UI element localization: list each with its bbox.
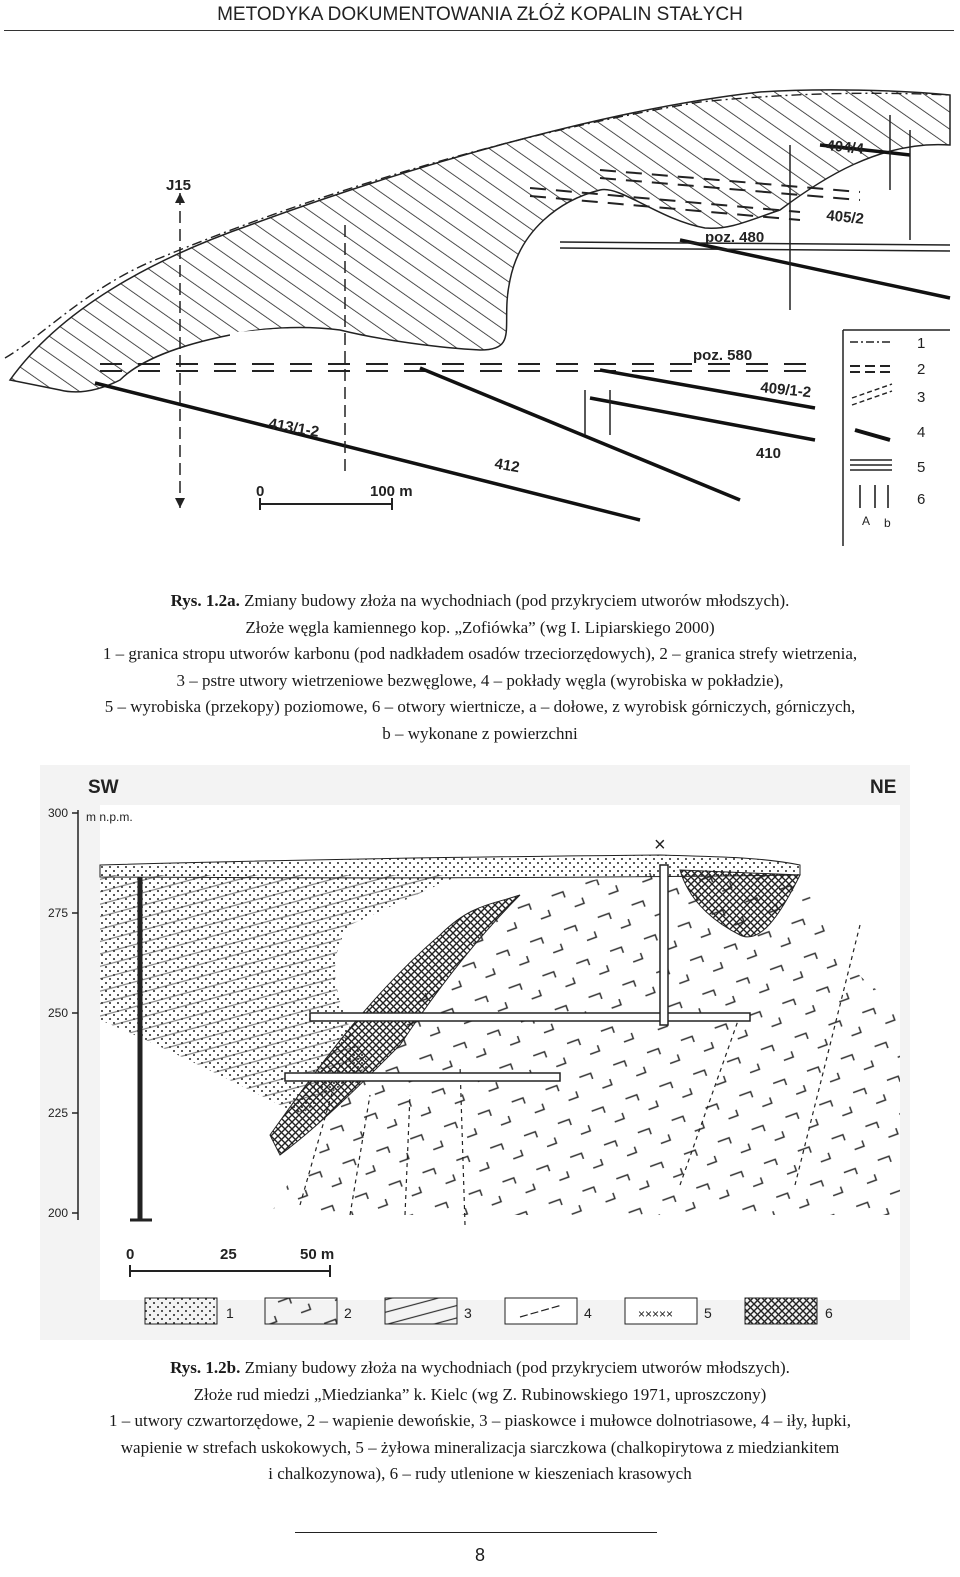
legend-a-sub-b: b: [884, 516, 891, 530]
scale-a-100: 100 m: [370, 483, 413, 500]
legend-b-3: 3: [464, 1305, 472, 1321]
svg-text:×: ×: [654, 834, 666, 856]
label-j15: J15: [166, 177, 192, 194]
legend-a-6: 6: [917, 491, 926, 508]
tick-250: 250: [48, 1006, 69, 1020]
gallery-upper: [310, 1013, 750, 1021]
caption-a-line6: b – wykonane z powierzchni: [382, 723, 578, 743]
legend-a-sub-a: A: [862, 514, 871, 528]
tick-275: 275: [48, 906, 69, 920]
caption-b-line1: [0, 1355, 960, 1382]
caption-b-lead: Rys. 1.2b.: [170, 1358, 241, 1377]
legend-b-5: 5: [704, 1305, 712, 1321]
label-412: 412: [493, 455, 521, 477]
unit-label: m n.p.m.: [86, 810, 133, 824]
legend-a-4: 4: [917, 424, 926, 441]
legend-a-2: 2: [917, 361, 926, 378]
label-poz480: poz. 480: [705, 229, 765, 246]
tick-200: 200: [48, 1206, 69, 1220]
caption-b-line2: Złoże rud miedzi „Miedzianka” k. Kielc (wg Z. Rubinowskiego 1971, uproszczony): [193, 1384, 767, 1404]
caption-a-line3: 1 – granica stropu utworów karbonu (pod nadkładem osadów trzeciorzędowych), 2 – granica strefy wietrzenia,: [102, 644, 858, 663]
label-404: 404/4: [825, 137, 865, 158]
tick-300: 300: [48, 806, 69, 820]
caption-b: [0, 1355, 960, 1488]
caption-b-line5: i chalkozynowa), 6 – rudy utlenione w kieszeniach krasowych: [268, 1464, 692, 1483]
legend-b-4: 4: [584, 1305, 592, 1321]
label-410: 410: [756, 445, 782, 462]
legend-a-1: 1: [917, 335, 926, 352]
scale-b-50: 50 m: [300, 1246, 335, 1263]
figure-a-coal-deposit-section: [0, 80, 960, 550]
label-ne: NE: [870, 777, 897, 798]
footer-rule: [295, 1532, 657, 1533]
caption-a-line5: 5 – wyrobiska (przekopy) poziomowe, 6 – otwory wiertnicze, a – dołowe, z wyrobisk górniczych, górniczych,: [104, 697, 856, 716]
caption-a-line1: [0, 588, 960, 615]
legend-b-6: 6: [825, 1305, 833, 1321]
caption-b-line4: wapienie w strefach uskokowych, 5 – żyłowa mineralizacja siarczkowa (chalkopirytowa z miedziankitem: [120, 1437, 840, 1457]
header-rule: [4, 30, 954, 31]
label-405: 405/2: [825, 207, 865, 228]
scale-a-zero: 0: [256, 483, 265, 500]
legend-b-2: 2: [344, 1305, 352, 1321]
svg-text:×××××: ×××××: [638, 1307, 674, 1321]
scale-b-25: 25: [220, 1246, 237, 1263]
figure-b-copper-deposit-section: [40, 765, 910, 1340]
caption-a-lead: Rys. 1.2a.: [170, 591, 240, 610]
shaft-right: [660, 865, 668, 1025]
label-413: 413/1-2: [267, 415, 321, 441]
caption-b-line1-text: Zmiany budowy złoża na wychodniach (pod przykryciem utworów młodszych).: [240, 1358, 790, 1377]
caption-b-line3: 1 – utwory czwartorzędowe, 2 – wapienie dewońskie, 3 – piaskowce i mułowce dolnotriasowe, 4 – iły, łupki,: [109, 1411, 851, 1430]
caption-a-line2: Złoże węgla kamiennego kop. „Zofiówka” (wg I. Lipiarskiego 2000): [245, 617, 715, 637]
caption-a: [0, 588, 960, 747]
label-sw: SW: [88, 777, 119, 798]
gallery-lower: [285, 1073, 560, 1081]
caption-a-line4: 3 – pstre utwory wietrzeniowe bezwęglowe, 4 – pokłady węgla (wyrobiska w pokładzie),: [176, 670, 784, 690]
label-poz580: poz. 580: [693, 347, 753, 364]
caption-a-line1-text: Zmiany budowy złoża na wychodniach (pod przykryciem utworów młodszych).: [239, 591, 790, 610]
legend-a-5: 5: [917, 459, 926, 476]
legend-a-3: 3: [917, 389, 926, 406]
legend-b-1: 1: [226, 1305, 234, 1321]
page-number: 8: [474, 1545, 485, 1565]
scale-b-0: 0: [126, 1246, 135, 1263]
running-header: METODYKA DOKUMENTOWANIA ZŁÓŻ KOPALIN STAŁYCH: [217, 4, 743, 25]
tick-225: 225: [48, 1106, 69, 1120]
label-409: 409/1-2: [759, 379, 812, 402]
